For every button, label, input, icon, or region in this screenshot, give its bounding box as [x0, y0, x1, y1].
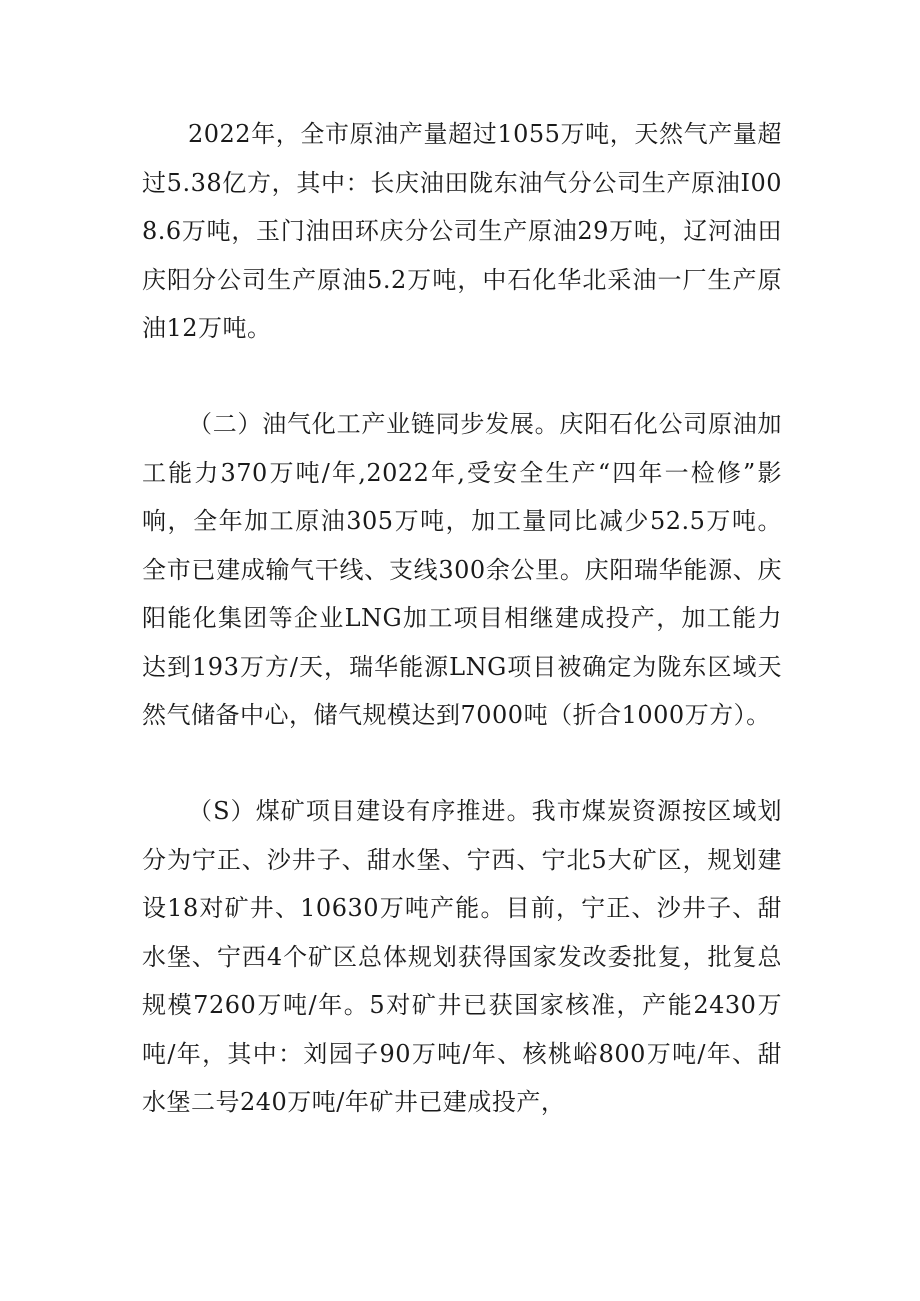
paragraph-oil-gas-output: 2022年，全市原油产量超过1055万吨，天然气产量超过5.38亿方，其中：长庆油田陇东油气分公司生产原油I008.6万吨，玉门油田环庆分公司生产原油29万吨，辽河油田庆阳分公司生产原油5.2万吨，中石化华北采油一厂生产原油12万吨。	[142, 120, 782, 342]
paragraph-coal-mine-projects: （S）煤矿项目建设有序推进。我市煤炭资源按区域划分为宁正、沙井子、甜水堡、宁西、宁北5大矿区，规划建设18对矿井、10630万吨产能。目前，宁正、沙井子、甜水堡、宁西4个矿区总体规划获得国家发改委批复，批复总规模7260万吨/年。5对矿井已获国家核准，产能2430万吨/年，其中：刘园子90万吨/年、核桃峪800万吨/年、甜水堡二号240万吨/年矿井已建成投产，	[142, 797, 782, 1116]
paragraph-petrochemical-chain: （二）油气化工产业链同步发展。庆阳石化公司原油加工能力370万吨/年,2022年,受安全生产“四年一检修”影响，全年加工原油305万吨，加工量同比减少52.5万吨。全市已建成输气干线、支线300余公里。庆阳瑞华能源、庆阳能化集团等企业LNG加工项目相继建成投产，加工能力达到193万方/天，瑞华能源LNG项目被确定为陇东区域天然气储备中心，储气规模达到7000吨（折合1000万方）。	[142, 410, 782, 729]
